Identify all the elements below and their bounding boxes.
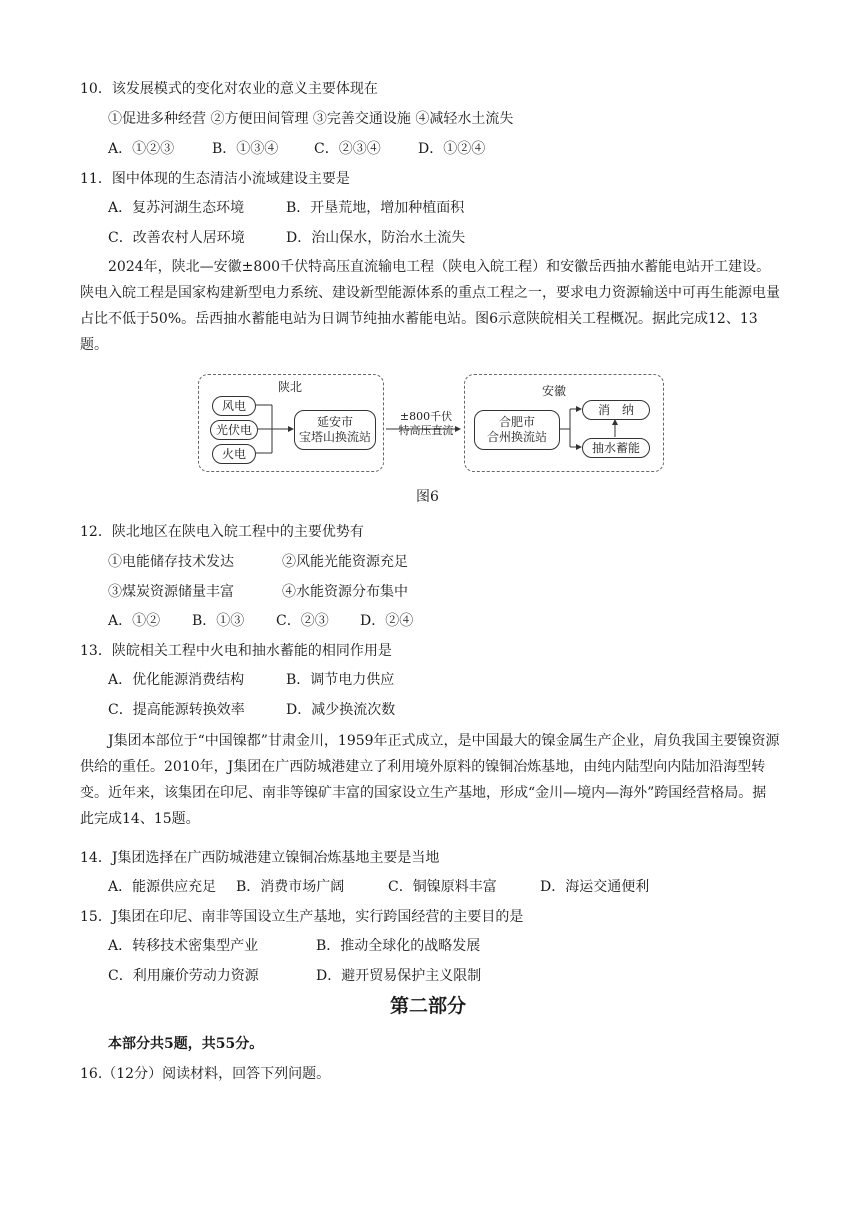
figure-6-arrows <box>196 372 666 476</box>
q12-option-a[interactable]: A．①② <box>108 613 161 629</box>
part-2-note: 本部分共5题，共55分。 <box>108 1036 264 1052</box>
q12-item-2: ②风能光能资源充足 <box>282 554 408 570</box>
q11-options-row1 <box>108 198 464 218</box>
output-consumption: 消 纳 <box>582 400 650 420</box>
q10-option-d[interactable]: D．①②④ <box>418 141 486 157</box>
q15-option-b[interactable]: B．推动全球化的战略发展 <box>316 938 481 954</box>
q14-options <box>108 877 649 897</box>
q12-option-c[interactable]: C．②③ <box>276 613 329 629</box>
station-hefei: 合肥市 合州换流站 <box>474 410 560 450</box>
figure-6-caption: 图6 <box>416 489 439 505</box>
region-label-shaanbei: 陕北 <box>278 380 303 394</box>
q16-stem: 16.（12分）阅读材料，回答下列问题。 <box>80 1066 331 1082</box>
q15-option-d[interactable]: D．避开贸易保护主义限制 <box>316 968 482 984</box>
q11-option-d[interactable]: D．治山保水，防治水土流失 <box>286 230 466 246</box>
q14-option-b[interactable]: B．消费市场广阔 <box>236 879 345 895</box>
q12-stem: 12．陕北地区在陕电入皖工程中的主要优势有 <box>80 524 364 540</box>
q12-items-row1 <box>108 552 408 572</box>
source-thermal: 火电 <box>212 444 256 464</box>
source-solar: 光伏电 <box>210 420 258 440</box>
q13-options-row1 <box>108 670 394 690</box>
part-2-title: 第二部分 <box>390 995 467 1017</box>
passage-2: J集团本部位于“中国镍都”甘肃金川，1959年正式成立，是中国最大的镍金属生产企业，肩负我国主要镍资源供给的重任。2010年，J集团在广西防城港建立了利用境外原料的镍铜冶炼基地，由纯内陆型向内陆加沿海型转变。近年来，该集团在印尼、南非等镍矿丰富的国家设立生产基地，形成“金川—境内—海外”跨国经营格局。据此完成14、15题。 <box>80 733 780 827</box>
q13-option-d[interactable]: D．减少换流次数 <box>286 702 396 718</box>
q13-option-b[interactable]: B．调节电力供应 <box>286 672 395 688</box>
passage-1: 2024年，陕北—安徽±800千伏特高压直流输电工程（陕电入皖工程）和安徽岳西抽水蓄能电站开工建设。陕电入皖工程是国家构建新型电力系统、建设新型能源体系的重点工程之一，要求电力资源输送中可再生能源电量占比不低于50%。岳西抽水蓄能电站为日调节纯抽水蓄能电站。图6示意陕皖相关工程概况。据此完成12、13题。 <box>80 259 780 353</box>
q15-options-row2 <box>108 966 481 986</box>
region-label-anhui: 安徽 <box>542 384 567 398</box>
q10-options <box>108 139 485 159</box>
q11-option-a[interactable]: A．复苏河湖生态环境 <box>108 200 245 216</box>
q15-option-c[interactable]: C．利用廉价劳动力资源 <box>108 968 259 984</box>
output-pumped-storage: 抽水蓄能 <box>582 438 650 458</box>
q10-stem: 10．该发展模式的变化对农业的意义主要体现在 <box>80 81 378 97</box>
q14-option-a[interactable]: A．能源供应充足 <box>108 879 217 895</box>
q12-item-3: ③煤炭资源储量丰富 <box>108 584 234 600</box>
q15-stem: 15．J集团在印尼、南非等国设立生产基地，实行跨国经营的主要目的是 <box>80 909 524 925</box>
q12-item-4: ④水能资源分布集中 <box>282 584 408 600</box>
q12-option-b[interactable]: B．①③ <box>192 613 245 629</box>
q12-option-d[interactable]: D．②④ <box>360 613 414 629</box>
q15-option-a[interactable]: A．转移技术密集型产业 <box>108 938 259 954</box>
q13-options-row2 <box>108 700 395 720</box>
q12-options <box>108 611 413 631</box>
q11-options-row2 <box>108 228 465 248</box>
q10-option-c[interactable]: C．②③④ <box>314 141 381 157</box>
figure-6-diagram <box>196 372 666 476</box>
q12-item-1: ①电能储存技术发达 <box>108 554 234 570</box>
q15-options-row1 <box>108 936 480 956</box>
q13-option-a[interactable]: A．优化能源消费结构 <box>108 672 245 688</box>
source-wind: 风电 <box>212 396 256 416</box>
station-baotashan: 延安市 宝塔山换流站 <box>294 410 376 450</box>
q11-option-c[interactable]: C．改善农村人居环境 <box>108 230 245 246</box>
q13-option-c[interactable]: C．提高能源转换效率 <box>108 702 245 718</box>
q10-items: ①促进多种经营 ②方便田间管理 ③完善交通设施 ④减轻水土流失 <box>108 111 514 127</box>
q14-option-d[interactable]: D．海运交通便利 <box>540 879 650 895</box>
q11-option-b[interactable]: B．开垦荒地，增加种植面积 <box>286 200 465 216</box>
q10-option-a[interactable]: A．①②③ <box>108 141 175 157</box>
q13-stem: 13．陕皖相关工程中火电和抽水蓄能的相同作用是 <box>80 643 392 659</box>
q10-option-b[interactable]: B．①③④ <box>212 141 279 157</box>
q14-stem: 14．J集团选择在广西防城港建立镍铜冶炼基地主要是当地 <box>80 850 440 866</box>
q14-option-c[interactable]: C．铜镍原料丰富 <box>388 879 497 895</box>
q12-items-row2 <box>108 582 408 602</box>
link-label-uhvdc: ±800千伏 特高压直流 <box>398 410 454 437</box>
q11-stem: 11．图中体现的生态清洁小流域建设主要是 <box>80 171 350 187</box>
